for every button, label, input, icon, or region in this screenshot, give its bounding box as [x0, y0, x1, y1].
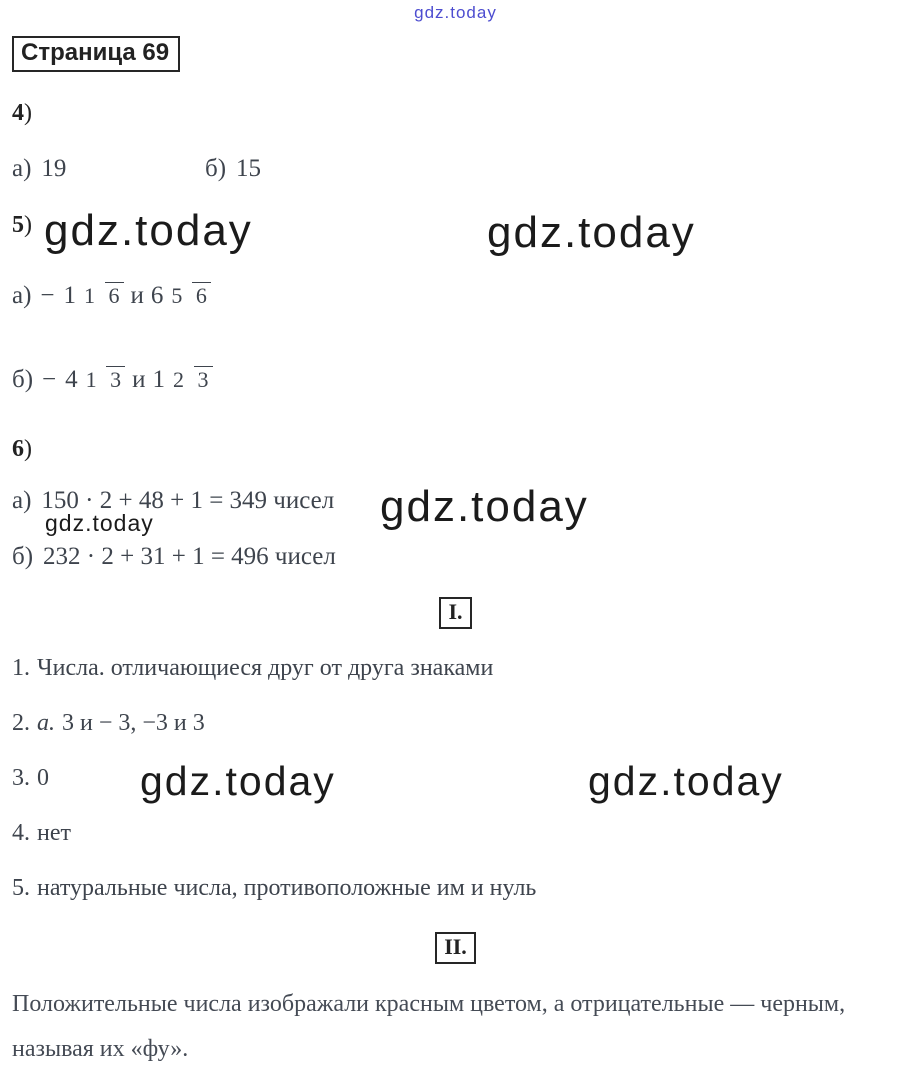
answer-a-expression: 150 · 2 + 48 + 1 = 349 чисел — [41, 487, 335, 514]
answer-a-label: а) — [12, 282, 32, 309]
section-1-answer-5 — [12, 875, 536, 902]
site-watermark-row5-right: gdz.today — [487, 208, 696, 257]
site-watermark-row6: gdz.today — [380, 482, 589, 531]
section-2-heading-row — [0, 932, 911, 964]
section-2-heading-box: II. — [435, 932, 476, 964]
problem-6-answer-b — [12, 543, 336, 571]
problem-4-answer-a — [12, 155, 66, 183]
site-watermark-row3-left: gdz.today — [140, 758, 336, 804]
answer-b-label: б) — [12, 366, 34, 393]
answer-a-value: 19 — [41, 155, 67, 182]
problem-5-digit: 5 — [12, 212, 24, 238]
answer-text: 3 и − 3, −3 и 3 — [62, 710, 205, 736]
fraction — [167, 283, 211, 309]
page-number-badge: Страница 69 — [12, 36, 180, 72]
answer-a-label: а) — [12, 487, 32, 514]
problem-4-answer-b — [205, 155, 261, 183]
whole-number: 1 — [63, 282, 77, 309]
answer-number: 5. — [12, 875, 30, 901]
fraction — [169, 367, 213, 393]
section-1-heading-box: I. — [439, 597, 471, 629]
problem-6-digit: 6 — [12, 436, 24, 462]
answer-a-label: а) — [12, 155, 32, 182]
answer-text: Числа. отличающиеся друг от друга знаками — [37, 655, 494, 681]
site-watermark-row5-left: gdz.today — [44, 206, 253, 255]
problem-4-paren: ) — [24, 100, 32, 126]
whole-number: 1 — [152, 366, 166, 393]
answer-b-value: 15 — [236, 155, 262, 182]
answer-number: 1. — [12, 655, 30, 681]
section-1-answer-2 — [12, 710, 205, 737]
whole-number: 6 — [150, 282, 164, 309]
minus-sign: − — [42, 366, 57, 393]
answer-text: 0 — [37, 765, 49, 791]
section-1-answer-4 — [12, 820, 71, 847]
problem-5-answer-a — [12, 260, 211, 332]
answer-text: натуральные числа, противоположные им и нуль — [37, 875, 537, 901]
problem-5-number — [12, 212, 32, 239]
answer-b-label: б) — [12, 543, 34, 570]
fraction-denominator: 3 — [194, 366, 213, 392]
answer-text: нет — [37, 820, 71, 846]
fraction-denominator: 3 — [106, 366, 125, 392]
problem-4-number — [12, 100, 32, 127]
fraction-numerator: 5 — [171, 283, 183, 309]
section-2-paragraph: Положительные числа изображали красным цветом, а отрицательные — черным, называя их «фу». — [12, 991, 846, 1063]
answer-italic-part: а. — [37, 710, 55, 736]
fraction — [80, 283, 124, 309]
site-watermark-small: gdz.today — [45, 510, 154, 536]
fraction-denominator: 6 — [192, 282, 211, 308]
fraction-numerator: 2 — [173, 367, 185, 393]
answer-number: 2. — [12, 710, 30, 736]
section-1-heading-row — [0, 597, 911, 629]
whole-number: 4 — [65, 366, 78, 393]
answer-b-expression: 232 · 2 + 31 + 1 = 496 чисел — [43, 543, 336, 570]
fraction-numerator: 1 — [84, 283, 96, 309]
problem-6-paren: ) — [24, 436, 32, 462]
answer-number: 4. — [12, 820, 30, 846]
problem-5-paren: ) — [24, 212, 32, 238]
minus-sign: − — [40, 282, 55, 309]
site-watermark-row3-right: gdz.today — [588, 758, 784, 804]
site-watermark-top: gdz.today — [414, 3, 497, 22]
section-1-answer-3 — [12, 765, 49, 792]
fraction — [82, 367, 126, 393]
fraction-numerator: 1 — [85, 367, 97, 393]
section-1-answer-1 — [12, 655, 493, 682]
problem-5-answer-b — [12, 344, 213, 416]
problem-6-number — [12, 436, 32, 463]
conjunction: и — [132, 366, 146, 393]
problem-4-digit: 4 — [12, 100, 24, 126]
answer-number: 3. — [12, 765, 30, 791]
answer-b-label: б) — [205, 155, 227, 182]
fraction-denominator: 6 — [105, 282, 124, 308]
conjunction: и — [130, 282, 144, 309]
